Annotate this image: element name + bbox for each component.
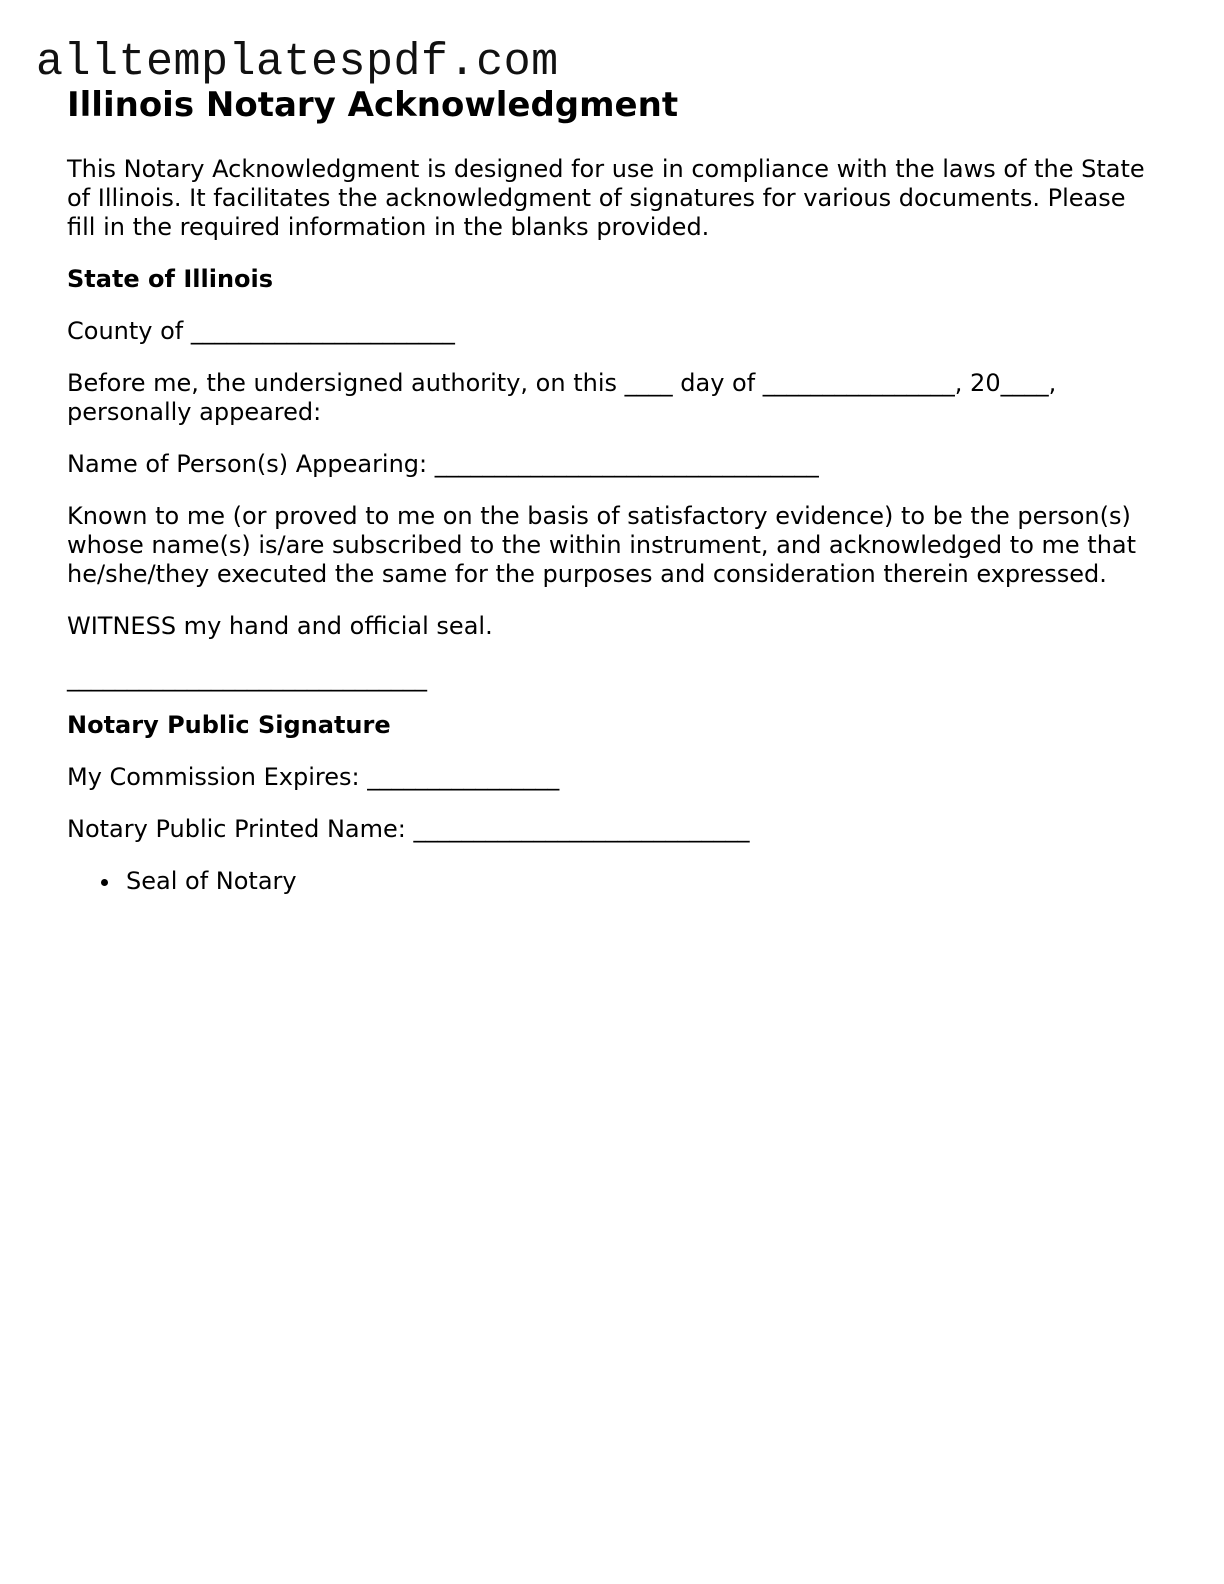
list-item-label: Seal of Notary <box>126 867 297 895</box>
witness-line: WITNESS my hand and official seal. <box>67 612 493 640</box>
notary-signature-heading: Notary Public Signature <box>67 711 391 739</box>
seal-list <box>67 867 1157 896</box>
document-title: Illinois Notary Acknowledgment <box>67 85 679 125</box>
acknowledgment-paragraph: Known to me (or proved to me on the basis of satisfactory evidence) to be the person(s) whose name(s) is/are subscribed to the within instrument, and acknowledged to me that he/she/they executed the same for the purposes and consideration therein expressed. <box>67 502 1137 588</box>
watermark-text: alltemplatespdf.com <box>36 37 559 88</box>
intro-paragraph: This Notary Acknowledgment is designed for use in compliance with the laws of the State of Illinois. It facilitates the acknowledgment of signatures for various documents. Please fill in the required information in the blanks provided. <box>67 155 1145 241</box>
list-item <box>67 867 1157 896</box>
state-heading: State of Illinois <box>67 265 274 293</box>
person-name-line: Name of Person(s) Appearing: ________________________________ <box>67 450 819 478</box>
commission-expires-line: My Commission Expires: ________________ <box>67 763 560 791</box>
county-line: County of ______________________ <box>67 317 455 345</box>
appearance-date-paragraph: Before me, the undersigned authority, on this ____ day of ________________, 20____, personally appeared: <box>67 369 1057 426</box>
bullet-icon <box>101 879 108 886</box>
notary-document <box>67 84 1157 896</box>
signature-line: ______________________________ <box>67 664 427 692</box>
printed-name-line: Notary Public Printed Name: ____________________________ <box>67 815 750 843</box>
